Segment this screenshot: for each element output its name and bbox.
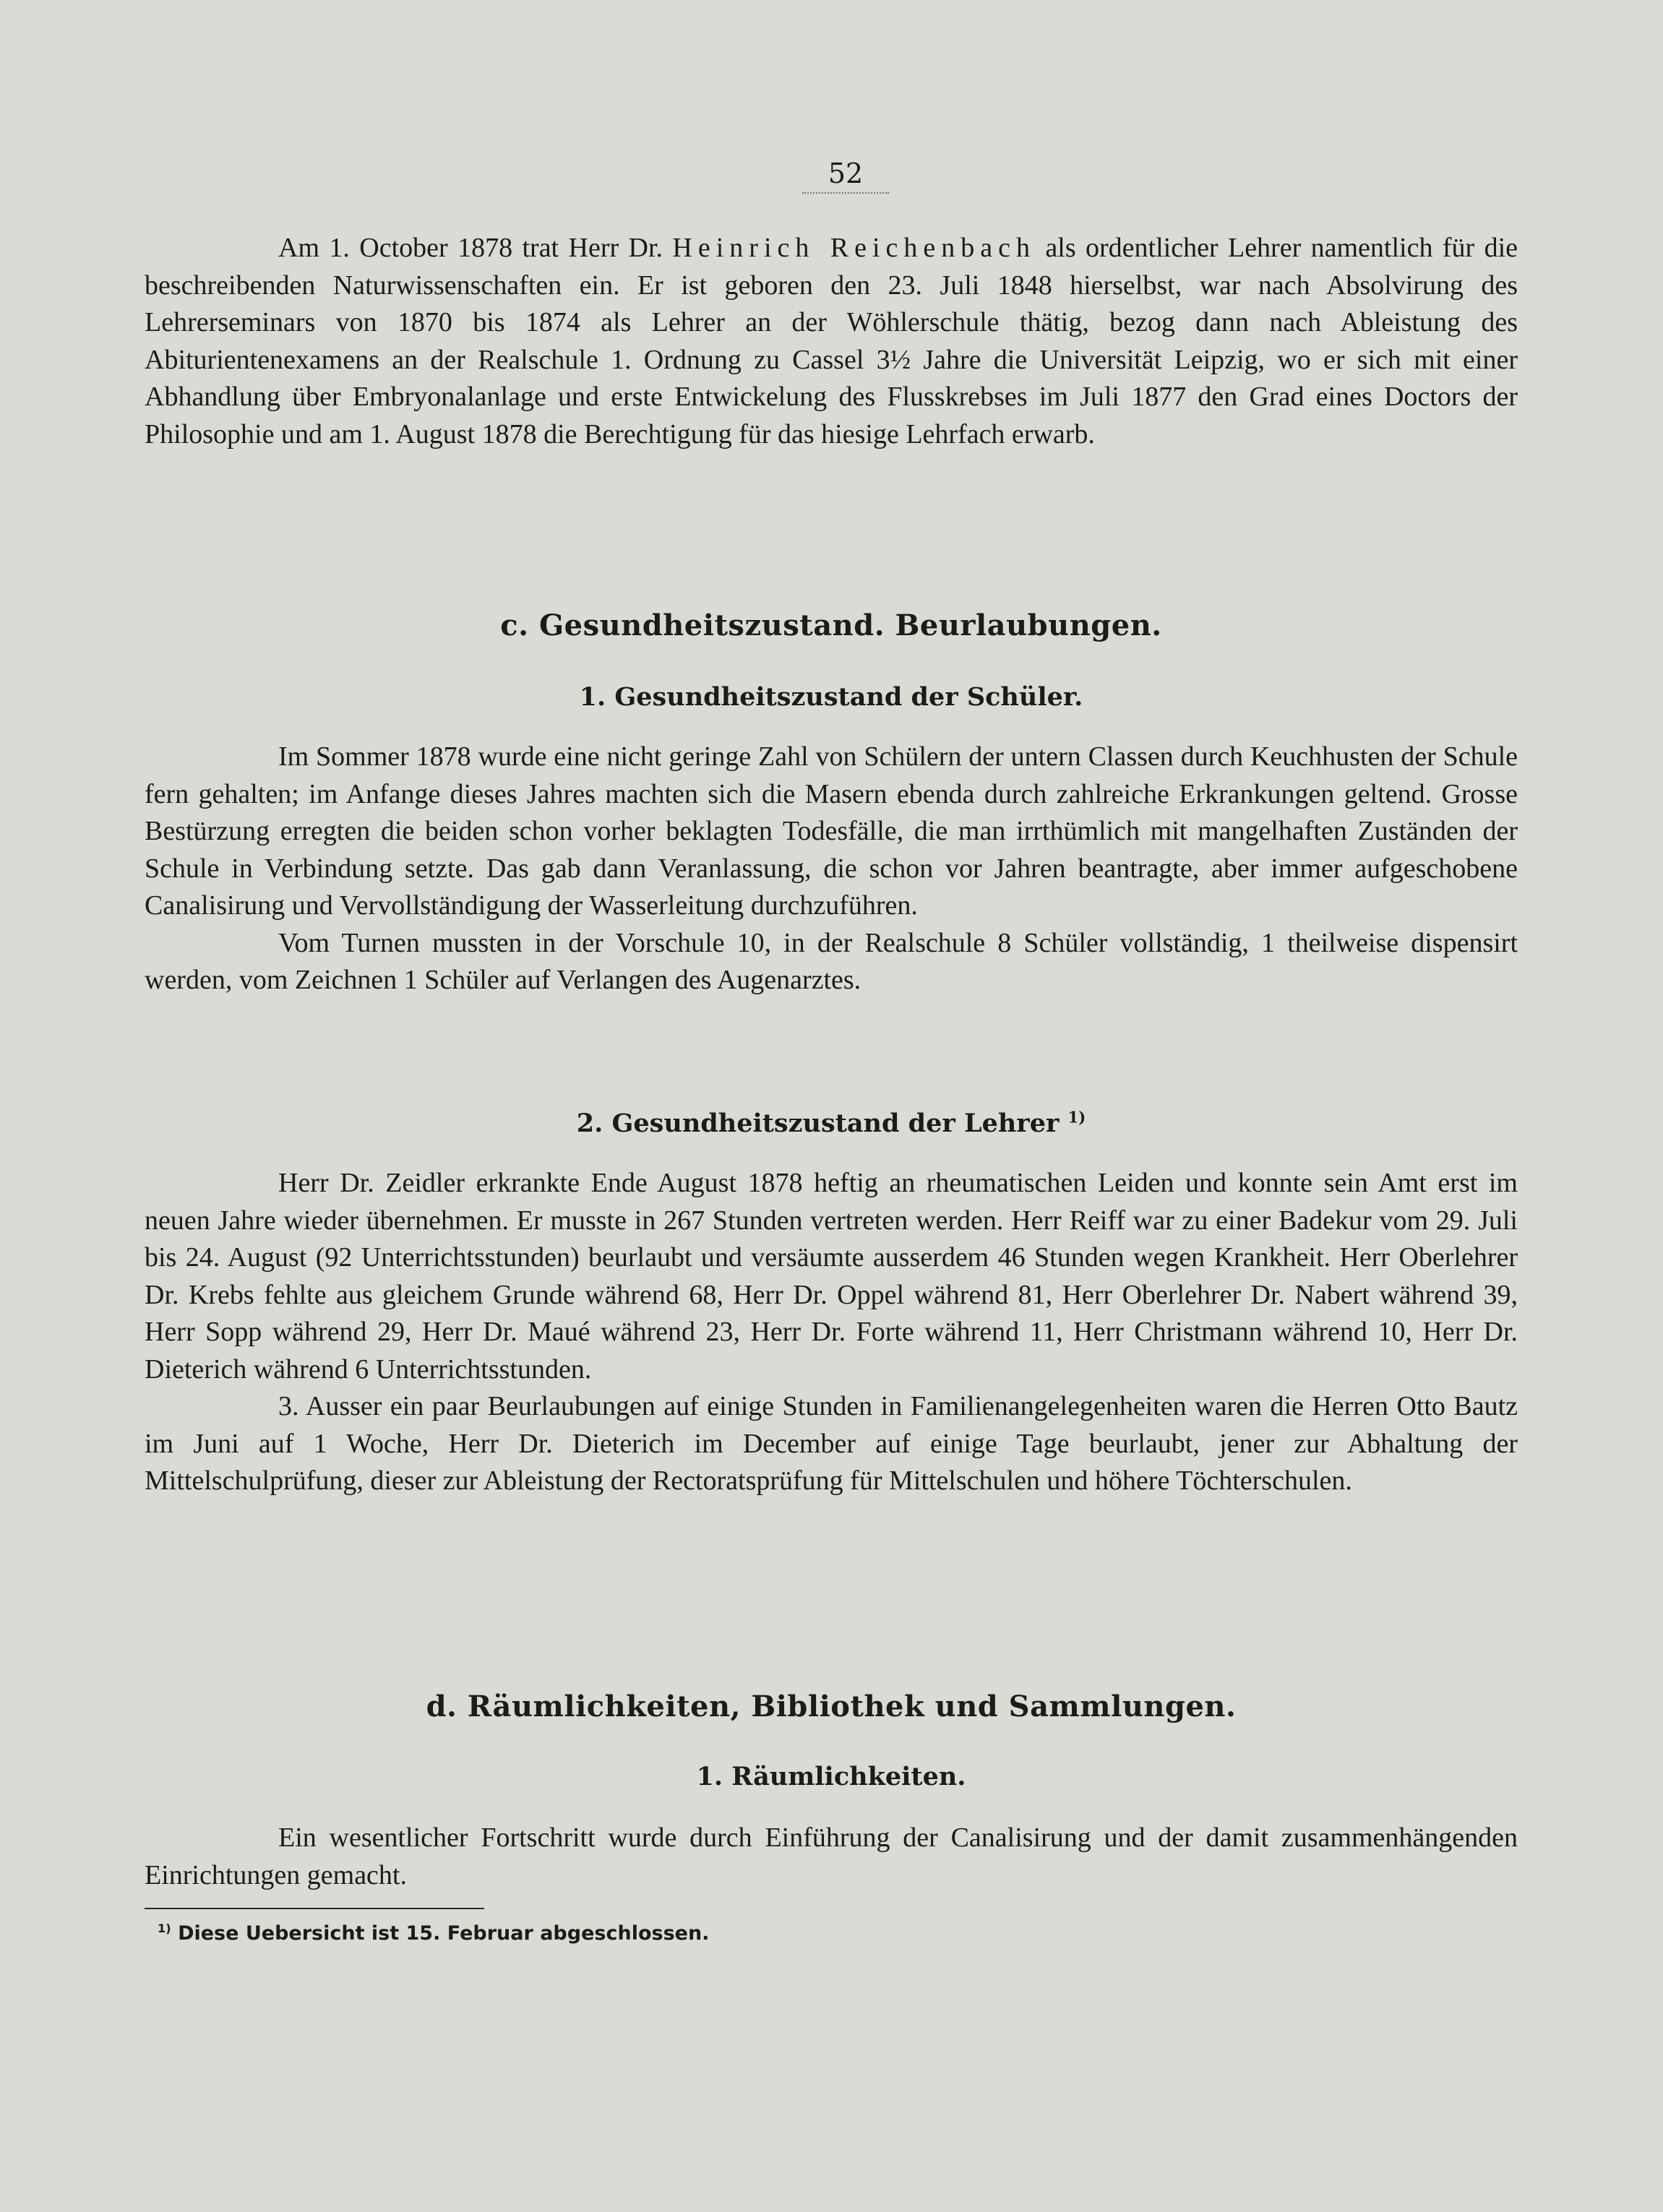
section-c-sub2-heading <box>145 1109 1518 1138</box>
section-c-heading: c. Gesundheitszustand. Beurlaubungen. <box>500 608 1162 642</box>
page-number: 52 <box>802 158 889 194</box>
paragraph: Im Sommer 1878 wurde eine nicht geringe Zahl von Schülern der untern Classen durch Keuchhusten der Schule fern gehalten; im Anfange dieses Jahres machten sich die Masern ebenda durch zahlreiche Erkrankungen geltend. Grosse Bestürzung erregten die beiden schon vorher beklagten Todesfälle, die man irrthümlich mit mangelhaften Zuständen der Schule in Verbindung setzte. Das gab dann Veranlassung, die schon vor Jahren beantragte, aber immer aufgeschobene Canalisirung und Vervollständigung der Wasserleitung durchzuführen. <box>145 741 1518 921</box>
paragraph: 3. Ausser ein paar Beurlaubungen auf einige Stunden in Familienangelegenheiten waren die Herren Otto Bautz im Juni auf 1 Woche, Herr Dr. Dieterich im December auf einige Tage beurlaubt, jener zur Abhaltung der Mittelschulprüfung, dieser zur Ableistung der Rectoratsprüfung für Mittelschulen und höhere Töchterschulen. <box>145 1391 1518 1496</box>
footnote <box>158 1922 709 1945</box>
footnote-text: Diese Uebersicht ist 15. Februar abgeschlossen. <box>171 1922 710 1945</box>
intro-text-end: als ordentlicher Lehrer namentlich für die beschreibenden Naturwissenschaften ein. Er ist geboren den 23. Juli 1848 hierselbst, war nach Absolvirung des Lehrerseminars von 1870 bis 1874 als Lehrer an der Wöhlerschule thätig, bezog dann nach Ableistung des Abiturientenexamens an der Realschule 1. Ordnung zu Cassel 3½ Jahre die Universität Leipzig, wo er sich mit einer Abhandlung über Embryonalanlage und erste Entwickelung des Flusskrebses im Juli 1877 den Grad eines Doctors der Philosophie und am 1. August 1878 die Berechtigung für das hiesige Lehrfach erwarb. <box>145 233 1518 449</box>
intro-person-name: Heinrich Reichenbach <box>672 233 1036 263</box>
intro-paragraph-block <box>145 230 1518 453</box>
footnote-rule <box>145 1908 484 1909</box>
footnote-reference: 1) <box>1067 1108 1086 1127</box>
intro-text-start: Am 1. October 1878 trat Herr Dr. <box>278 233 673 263</box>
footnote-mark: 1) <box>158 1921 171 1935</box>
paragraph: Vom Turnen mussten in der Vorschule 10, in der Realschule 8 Schüler vollständig, 1 theilweise dispensirt werden, vom Zeichnen 1 Schüler auf Verlangen des Augenarztes. <box>145 927 1518 995</box>
paragraph: Ein wesentlicher Fortschritt wurde durch Einführung der Canalisirung und der damit zusammenhängenden Einrichtungen gemacht. <box>145 1822 1518 1890</box>
section-c-sub2-heading-text: 2. Gesundheitszustand der Lehrer <box>576 1109 1060 1138</box>
paragraph: Herr Dr. Zeidler erkrankte Ende August 1878 heftig an rheumatischen Leiden und konnte sein Amt erst im neuen Jahre wieder übernehmen. Er musste in 267 Stunden vertreten werden. Herr Reiff war zu einer Badekur vom 29. Juli bis 24. August (92 Unterrichtsstunden) beurlaubt und versäumte ausserdem 46 Stunden wegen Krankheit. Herr Oberlehrer Dr. Krebs fehlte aus gleichem Grunde während 68, Herr Dr. Oppel während 81, Herr Oberlehrer Dr. Nabert während 39, Herr Sopp während 29, Herr Dr. Maué während 23, Herr Dr. Forte während 11, Herr Christmann während 10, Herr Dr. Dieterich während 6 Unterrichtsstunden. <box>145 1168 1518 1385</box>
section-d-heading: d. Räumlichkeiten, Bibliothek und Sammlungen. <box>426 1690 1237 1723</box>
section-c-sub1-body <box>145 739 1518 999</box>
section-d-sub1-body <box>145 1820 1518 1894</box>
section-c-sub2-body <box>145 1165 1518 1500</box>
section-d-sub1-heading: 1. Räumlichkeiten. <box>696 1762 966 1791</box>
section-c-sub1-heading: 1. Gesundheitszustand der Schüler. <box>579 682 1083 712</box>
intro-paragraph <box>145 230 1518 453</box>
